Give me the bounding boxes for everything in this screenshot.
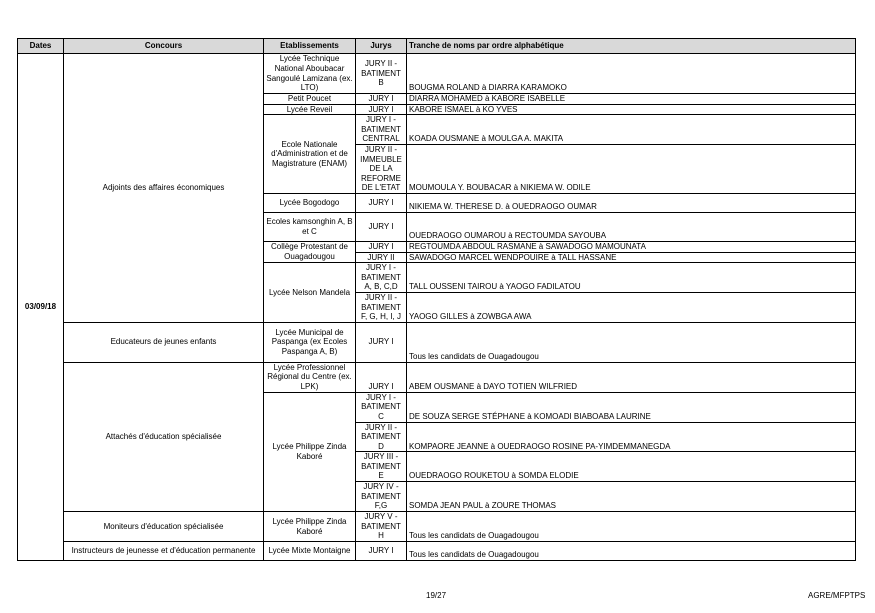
concours-cell: Instructeurs de jeunesse et d'éducation permanente <box>64 542 264 561</box>
jury-cell: JURY I - BATIMENT C <box>356 392 407 422</box>
jury-cell: JURY I <box>356 362 407 392</box>
document-reference: AGRE/MFPTPS <box>808 591 866 600</box>
jury-cell: JURY II - BATIMENT D <box>356 422 407 452</box>
etablissement-cell: Ecole Nationale d'Administration et de Magistrature (ENAM) <box>264 115 356 194</box>
etablissement-cell: Lycée Bogodogo <box>264 193 356 212</box>
tranche-cell: TALL OUSSENI TAIROU à YAOGO FADILATOU <box>407 263 856 293</box>
jury-cell: JURY IV - BATIMENT F,G <box>356 482 407 512</box>
header-dates: Dates <box>18 39 64 54</box>
table-row <box>18 362 856 392</box>
table-row <box>18 322 856 362</box>
jury-cell: JURY I <box>356 193 407 212</box>
jury-cell: JURY II <box>356 252 407 263</box>
tranche-cell: KABORE ISMAEL à KO YVES <box>407 104 856 115</box>
etablissement-cell: Lycée Nelson Mandela <box>264 263 356 323</box>
page-number: 19/27 <box>426 591 447 600</box>
jury-cell: JURY I <box>356 241 407 252</box>
jury-cell: JURY I - BATIMENT CENTRAL <box>356 115 407 145</box>
concours-cell: Educateurs de jeunes enfants <box>64 322 264 362</box>
tranche-cell: MOUMOULA Y. BOUBACAR à NIKIEMA W. ODILE <box>407 144 856 193</box>
etablissement-cell: Petit Poucet <box>264 94 356 105</box>
header-concours: Concours <box>64 39 264 54</box>
tranche-cell: ABEM OUSMANE à DAYO TOTIEN WILFRIED <box>407 362 856 392</box>
etablissement-cell: Lycée Philippe Zinda Kaboré <box>264 392 356 511</box>
tranche-cell: Tous les candidats de Ouagadougou <box>407 322 856 362</box>
header-tranche: Tranche de noms par ordre alphabétique <box>407 39 856 54</box>
jury-cell: JURY I - BATIMENT A, B, C,D <box>356 263 407 293</box>
table-row <box>18 54 856 94</box>
tranche-cell: SOMDA JEAN PAUL à ZOURE THOMAS <box>407 482 856 512</box>
jury-cell: JURY III - BATIMENT E <box>356 452 407 482</box>
tranche-cell: YAOGO GILLES à ZOWBGA AWA <box>407 292 856 322</box>
jury-cell: JURY II - BATIMENT B <box>356 54 407 94</box>
etablissement-cell: Lycée Municipal de Paspanga (ex Ecoles Paspanga A, B) <box>264 322 356 362</box>
tranche-cell: KOMPAORE JEANNE à OUEDRAOGO ROSINE PA-YIMDEMMANEGDA <box>407 422 856 452</box>
table-header-row <box>18 39 856 54</box>
etablissement-cell: Lycée Professionnel Régional du Centre (ex. LPK) <box>264 362 356 392</box>
tranche-cell: Tous les candidats de Ouagadougou <box>407 512 856 542</box>
tranche-cell: Tous les candidats de Ouagadougou <box>407 542 856 561</box>
header-jurys: Jurys <box>356 39 407 54</box>
tranche-cell: REGTOUMDA ABDOUL RASMANE à SAWADOGO MAMOUNATA <box>407 241 856 252</box>
jury-cell: JURY II - BATIMENT F, G, H, I, J <box>356 292 407 322</box>
concours-cell: Attachés d'éducation spécialisée <box>64 362 264 511</box>
etablissement-cell: Collège Protestant de Ouagadougou <box>264 241 356 262</box>
tranche-cell: OUEDRAOGO ROUKETOU à SOMDA ELODIE <box>407 452 856 482</box>
tranche-cell: NIKIEMA W. THERESE D. à OUEDRAOGO OUMAR <box>407 193 856 212</box>
jury-cell: JURY II - IMMEUBLE DE LA REFORME DE L'ETAT <box>356 144 407 193</box>
jury-cell: JURY I <box>356 322 407 362</box>
jury-cell: JURY I <box>356 212 407 241</box>
jury-cell: JURY I <box>356 542 407 561</box>
etablissement-cell: Lycée Philippe Zinda Kaboré <box>264 512 356 542</box>
tranche-cell: OUEDRAOGO OUMAROU à RECTOUMDA SAYOUBA <box>407 212 856 241</box>
tranche-cell: SAWADOGO MARCEL WENDPOUIRE à TALL HASSANE <box>407 252 856 263</box>
tranche-cell: BOUGMA ROLAND à DIARRA KARAMOKO <box>407 54 856 94</box>
jury-cell: JURY V - BATIMENT H <box>356 512 407 542</box>
etablissement-cell: Ecoles kamsonghin A, B et C <box>264 212 356 241</box>
jury-cell: JURY I <box>356 104 407 115</box>
tranche-cell: DE SOUZA SERGE STÉPHANE à KOMOADI BIABOABA LAURINE <box>407 392 856 422</box>
etablissement-cell: Lycée Mixte Montaigne <box>264 542 356 561</box>
jury-cell: JURY I <box>356 94 407 105</box>
table-row <box>18 542 856 561</box>
concours-cell: Adjoints des affaires économiques <box>64 54 264 323</box>
etablissement-cell: Lycée Technique National Aboubacar Sangoulé Lamizana (ex. LTO) <box>264 54 356 94</box>
tranche-cell: DIARRA MOHAMED à KABORE ISABELLE <box>407 94 856 105</box>
etablissement-cell: Lycée Reveil <box>264 104 356 115</box>
table-row <box>18 512 856 542</box>
exam-date: 03/09/18 <box>18 54 64 561</box>
header-etablissements: Etablissements <box>264 39 356 54</box>
jury-assignment-table <box>17 38 856 561</box>
concours-cell: Moniteurs d'éducation spécialisée <box>64 512 264 542</box>
tranche-cell: KOADA OUSMANE à MOULGA A. MAKITA <box>407 115 856 145</box>
